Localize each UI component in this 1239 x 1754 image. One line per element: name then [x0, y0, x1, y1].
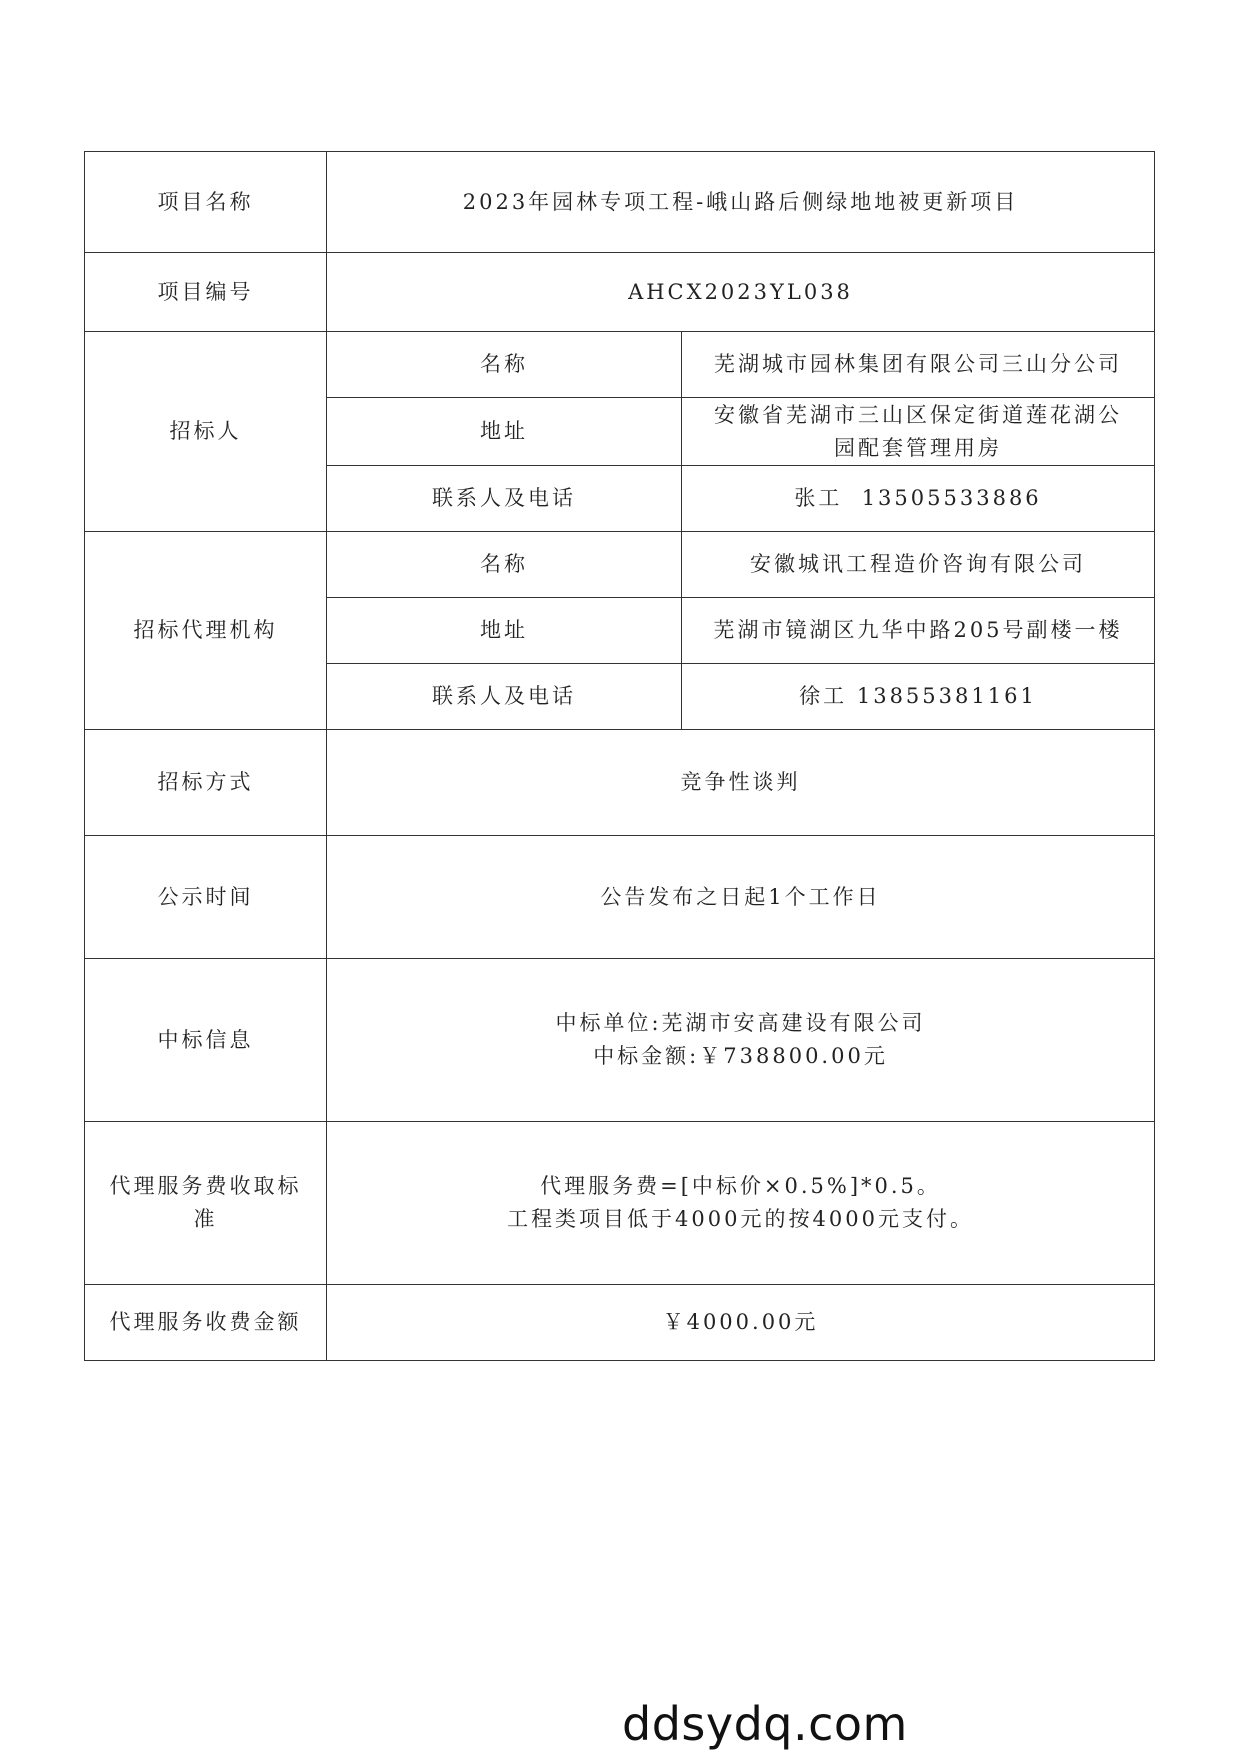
fee-standard-label — [85, 1122, 327, 1285]
publicity-value: 公告发布之日起1个工作日 — [327, 836, 1155, 959]
row-project-code — [85, 253, 1155, 332]
award-label: 中标信息 — [85, 959, 327, 1122]
fee-standard-label-line-1: 代理服务费收取标 — [109, 1174, 302, 1198]
agency-name-value: 安徽城讯工程造价咨询有限公司 — [682, 532, 1155, 598]
row-project-name — [85, 152, 1155, 253]
tenderer-address-label: 地址 — [327, 398, 682, 466]
row-tenderer-name — [85, 332, 1155, 398]
agency-label: 招标代理机构 — [85, 532, 327, 730]
tenderer-contact-label: 联系人及电话 — [327, 466, 682, 532]
row-publicity — [85, 836, 1155, 959]
tenderer-name-label: 名称 — [327, 332, 682, 398]
row-method — [85, 730, 1155, 836]
tenderer-contact-value: 张工 13505533886 — [682, 466, 1155, 532]
agency-address-label: 地址 — [327, 598, 682, 664]
fee-standard-label-line-2: 准 — [193, 1207, 218, 1231]
row-agency-name — [85, 532, 1155, 598]
watermark: ddsydq.com — [622, 1697, 908, 1751]
row-award — [85, 959, 1155, 1122]
agency-address-value: 芜湖市镜湖区九华中路205号副楼一楼 — [682, 598, 1155, 664]
row-fee-amount — [85, 1285, 1155, 1361]
award-winner: 中标单位:芜湖市安高建设有限公司 — [555, 1011, 926, 1035]
tenderer-name-value: 芜湖城市园林集团有限公司三山分公司 — [682, 332, 1155, 398]
row-fee-standard — [85, 1122, 1155, 1285]
tenderer-address-value — [682, 398, 1155, 466]
tenderer-label: 招标人 — [85, 332, 327, 532]
method-value: 竞争性谈判 — [327, 730, 1155, 836]
award-value — [327, 959, 1155, 1122]
fee-standard-line-1: 代理服务费=[中标价×0.5%]*0.5。 — [540, 1174, 941, 1198]
tenderer-address-line-1: 安徽省芜湖市三山区保定街道莲花湖公 — [714, 402, 1122, 427]
tenderer-address-line-2: 园配套管理用房 — [834, 435, 1002, 460]
fee-standard-value — [327, 1122, 1155, 1285]
publicity-label: 公示时间 — [85, 836, 327, 959]
fee-amount-value: ￥4000.00元 — [327, 1285, 1155, 1361]
agency-contact-value: 徐工 13855381161 — [682, 664, 1155, 730]
fee-amount-label: 代理服务收费金额 — [85, 1285, 327, 1361]
fee-standard-line-2: 工程类项目低于4000元的按4000元支付。 — [507, 1207, 974, 1231]
agency-contact-label: 联系人及电话 — [327, 664, 682, 730]
project-name-value: 2023年园林专项工程-峨山路后侧绿地地被更新项目 — [327, 152, 1155, 253]
project-code-label: 项目编号 — [85, 253, 327, 332]
agency-name-label: 名称 — [327, 532, 682, 598]
project-code-value: AHCX2023YL038 — [327, 253, 1155, 332]
method-label: 招标方式 — [85, 730, 327, 836]
project-name-label: 项目名称 — [85, 152, 327, 253]
bid-result-table — [84, 151, 1155, 1361]
award-amount: 中标金额:￥738800.00元 — [593, 1044, 888, 1068]
